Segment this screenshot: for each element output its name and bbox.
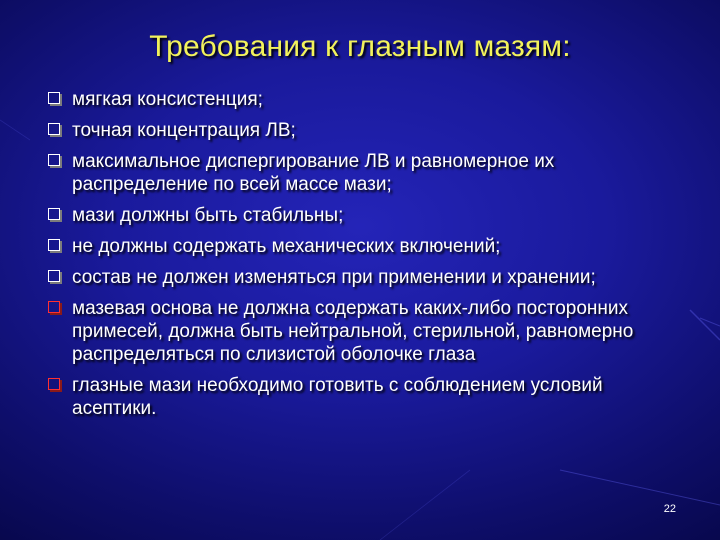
square-bullet-icon [48, 123, 60, 135]
bullet-text: мазевая основа не должна содержать каких-либо посторонних примесей, должна быть нейтральной, стерильной, равномерно распределяться по слизистой оболочке глаза [72, 298, 634, 365]
bullet-text: точная концентрация ЛВ; [72, 120, 296, 141]
bullet-text: максимальное диспергирование ЛВ и равномерное их распределение по всей массе мази; [72, 151, 555, 195]
slide-title: Требования к глазным мазям: [149, 30, 571, 63]
list-item [45, 119, 665, 142]
list-item [45, 297, 665, 366]
square-bullet-icon [48, 239, 60, 251]
list-item [45, 150, 665, 196]
bullet-text: мази должны быть стабильны; [72, 205, 344, 226]
square-bullet-icon [48, 301, 60, 313]
slide-number: 22 [663, 503, 676, 515]
bullet-text: состав не должен изменяться при применении и хранении; [72, 267, 596, 288]
square-bullet-icon [48, 270, 60, 282]
list-item [45, 88, 665, 111]
square-bullet-icon [48, 208, 60, 220]
bullet-text: мягкая консистенция; [72, 89, 263, 110]
bullet-text: не должны содержать механических включений; [72, 236, 501, 257]
list-item [45, 204, 665, 227]
bullet-list [45, 88, 665, 428]
bullet-text: глазные мази необходимо готовить с соблюдением условий асептики. [72, 375, 603, 419]
list-item [45, 266, 665, 289]
square-bullet-icon [48, 154, 60, 166]
list-item [45, 374, 665, 420]
square-bullet-icon [48, 378, 60, 390]
list-item [45, 235, 665, 258]
square-bullet-icon [48, 92, 60, 104]
